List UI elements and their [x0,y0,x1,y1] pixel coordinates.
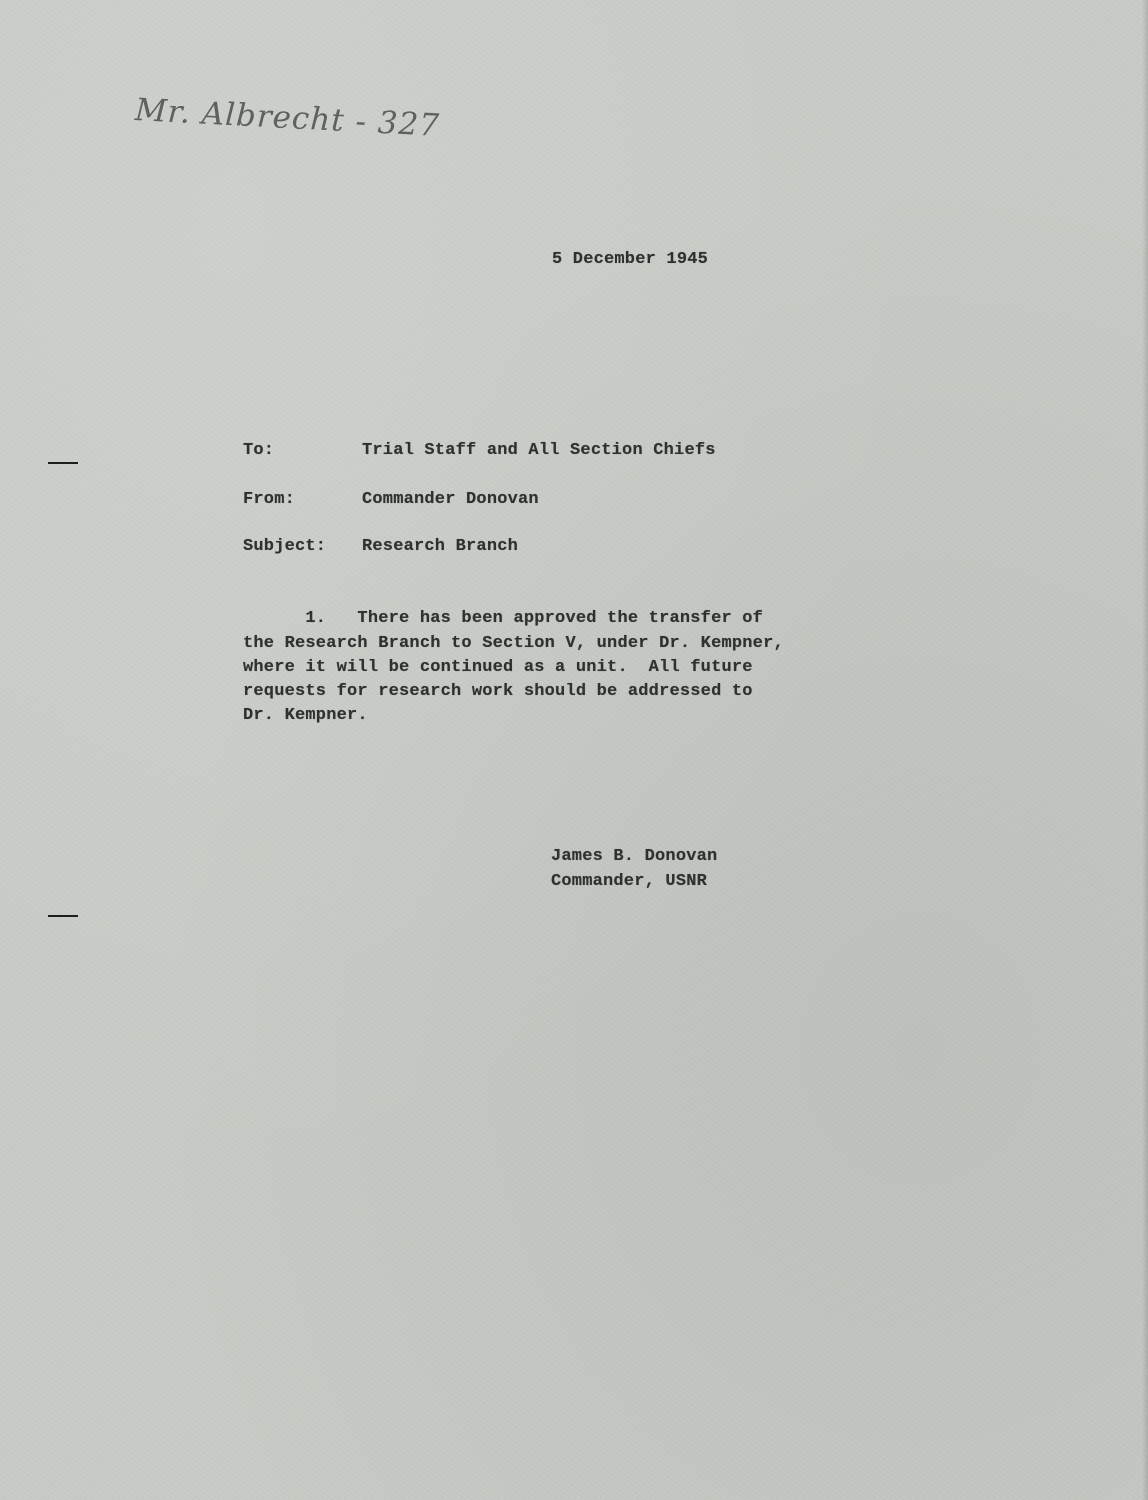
memo-date: 5 December 1945 [552,250,709,269]
from-label: From: [243,490,296,509]
handwritten-annotation: Mr. Albrecht - 327 [134,92,441,144]
page-edge-shadow [1142,0,1148,1500]
body-paragraph-line: the Research Branch to Section V, under Dr. Kempner, [243,634,784,653]
body-paragraph-line: 1. There has been approved the transfer of [243,609,764,628]
to-value: Trial Staff and All Section Chiefs [362,441,716,460]
body-paragraph-line: where it will be continued as a unit. All future [243,658,753,677]
from-value: Commander Donovan [362,490,539,509]
margin-mark [48,462,78,464]
body-paragraph-line: Dr. Kempner. [243,706,368,725]
to-label: To: [243,441,275,460]
subject-value: Research Branch [362,537,519,556]
signature-title: Commander, USNR [551,872,708,891]
body-paragraph-line: requests for research work should be addressed to [243,682,753,701]
signature-name: James B. Donovan [551,847,718,866]
subject-label: Subject: [243,537,327,556]
margin-mark [48,915,78,917]
